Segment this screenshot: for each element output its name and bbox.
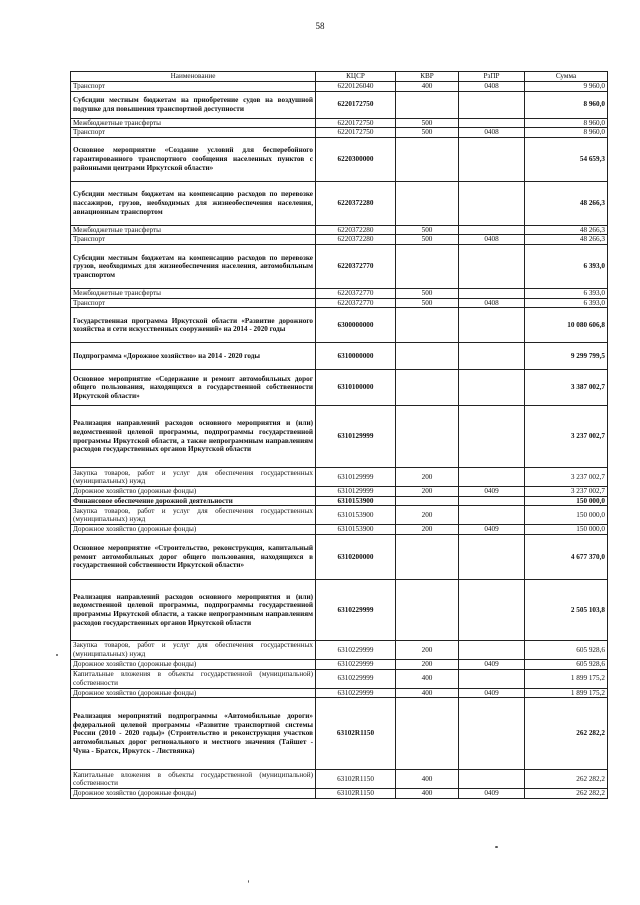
row-kcsr-cell: 6220300000 xyxy=(316,137,396,181)
row-kcsr-cell: 6220126040 xyxy=(316,82,396,92)
row-name-cell: Закупка товаров, работ и услуг для обеспечения государственных (муниципальных) нужд xyxy=(71,640,316,659)
row-kvr-cell: 200 xyxy=(396,487,459,497)
row-rzpr-cell xyxy=(459,225,525,235)
table-row xyxy=(71,118,608,128)
table-row xyxy=(71,308,608,343)
row-kcsr-cell: 6310100000 xyxy=(316,370,396,406)
row-kcsr-cell: 6310129999 xyxy=(316,468,396,487)
row-kvr-cell xyxy=(396,496,459,506)
row-kvr-cell xyxy=(396,181,459,225)
table-row xyxy=(71,225,608,235)
row-kcsr-cell: 6220372280 xyxy=(316,225,396,235)
row-rzpr-cell: 0409 xyxy=(459,789,525,799)
row-rzpr-cell xyxy=(459,468,525,487)
row-kvr-cell xyxy=(396,343,459,370)
row-name-cell: Дорожное хозяйство (дорожные фонды) xyxy=(71,688,316,698)
row-name-cell: Подпрограмма «Дорожное хозяйство» на 2014 - 2020 годы xyxy=(71,343,316,370)
table-row xyxy=(71,770,608,789)
row-kcsr-cell: 6310229999 xyxy=(316,640,396,659)
row-rzpr-cell xyxy=(459,343,525,370)
table-row xyxy=(71,82,608,92)
row-name-cell: Межбюджетные трансферты xyxy=(71,225,316,235)
row-kcsr-cell: 6310000000 xyxy=(316,343,396,370)
row-rzpr-cell xyxy=(459,118,525,128)
row-kvr-cell xyxy=(396,370,459,406)
row-name-cell: Межбюджетные трансферты xyxy=(71,288,316,298)
row-sum-cell: 9 960,0 xyxy=(525,82,608,92)
row-rzpr-cell xyxy=(459,506,525,525)
row-sum-cell: 262 282,2 xyxy=(525,698,608,770)
row-name-cell: Межбюджетные трансферты xyxy=(71,118,316,128)
row-kcsr-cell: 63102R1150 xyxy=(316,789,396,799)
row-kcsr-cell: 6310200000 xyxy=(316,534,396,579)
row-kvr-cell xyxy=(396,579,459,640)
table-row xyxy=(71,137,608,181)
table-body xyxy=(71,82,608,799)
table-row xyxy=(71,506,608,525)
row-kcsr-cell: 6220172750 xyxy=(316,128,396,138)
row-sum-cell: 6 393,0 xyxy=(525,288,608,298)
row-rzpr-cell xyxy=(459,579,525,640)
row-sum-cell: 1 899 175,2 xyxy=(525,688,608,698)
row-rzpr-cell: 0408 xyxy=(459,298,525,308)
header-kvr: КВР xyxy=(396,72,459,82)
row-name-cell: Субсидии местным бюджетам на компенсацию расходов по перевозке пассажиров, грузов, необходимых для жизнеобеспечения населения, авиационным транспортом xyxy=(71,181,316,225)
header-name: Наименование xyxy=(71,72,316,82)
row-name-cell: Государственная программа Иркутской области «Развитие дорожного хозяйства и сети искусственных сооружений» на 2014 - 2020 годы xyxy=(71,308,316,343)
scan-speck xyxy=(248,880,249,883)
row-kcsr-cell: 6220372770 xyxy=(316,244,396,288)
row-name-cell: Реализация мероприятий подпрограммы «Автомобильные дороги» федеральной целевой программы «Развитие транспортной системы России (2010 - 2020 годы)» (Строительство и реконструкция участков автомобильных дорог регионального и местного значения (Тайшет - Чуна - Братск, Иркутск - Листвянка) xyxy=(71,698,316,770)
row-kcsr-cell: 6310129999 xyxy=(316,487,396,497)
row-rzpr-cell: 0408 xyxy=(459,235,525,245)
row-sum-cell: 2 505 103,8 xyxy=(525,579,608,640)
table-row xyxy=(71,579,608,640)
row-sum-cell: 150 000,0 xyxy=(525,506,608,525)
table-row xyxy=(71,288,608,298)
row-kcsr-cell: 6220372280 xyxy=(316,235,396,245)
table-row xyxy=(71,128,608,138)
row-kvr-cell xyxy=(396,698,459,770)
table-row xyxy=(71,181,608,225)
row-sum-cell: 8 960,0 xyxy=(525,118,608,128)
row-rzpr-cell xyxy=(459,406,525,468)
row-rzpr-cell xyxy=(459,308,525,343)
row-kcsr-cell: 6220372770 xyxy=(316,298,396,308)
row-kcsr-cell: 6220372280 xyxy=(316,181,396,225)
row-kcsr-cell: 6220172750 xyxy=(316,91,396,118)
row-name-cell: Транспорт xyxy=(71,82,316,92)
row-kcsr-cell: 6220172750 xyxy=(316,118,396,128)
row-rzpr-cell xyxy=(459,496,525,506)
table-row xyxy=(71,468,608,487)
row-sum-cell: 10 080 606,8 xyxy=(525,308,608,343)
row-sum-cell: 48 266,3 xyxy=(525,225,608,235)
row-kvr-cell xyxy=(396,406,459,468)
row-kcsr-cell: 6220372770 xyxy=(316,288,396,298)
header-rzpr: РзПР xyxy=(459,72,525,82)
row-rzpr-cell: 0409 xyxy=(459,659,525,669)
row-name-cell: Дорожное хозяйство (дорожные фонды) xyxy=(71,659,316,669)
row-kcsr-cell: 6310229999 xyxy=(316,688,396,698)
row-sum-cell: 1 899 175,2 xyxy=(525,669,608,688)
row-name-cell: Реализация направлений расходов основного мероприятия и (или) ведомственной целевой программы, подпрограммы государственной программы Иркутской области, а также непрограммным направлениям расходов государственных органов Иркутской области xyxy=(71,579,316,640)
row-sum-cell: 262 282,2 xyxy=(525,789,608,799)
row-sum-cell: 48 266,3 xyxy=(525,235,608,245)
row-sum-cell: 6 393,0 xyxy=(525,298,608,308)
row-sum-cell: 6 393,0 xyxy=(525,244,608,288)
row-kvr-cell: 400 xyxy=(396,688,459,698)
page-number: 58 xyxy=(315,21,325,31)
table-row xyxy=(71,698,608,770)
row-sum-cell: 3 237 002,7 xyxy=(525,406,608,468)
row-name-cell: Дорожное хозяйство (дорожные фонды) xyxy=(71,487,316,497)
row-sum-cell: 48 266,3 xyxy=(525,181,608,225)
table-row xyxy=(71,487,608,497)
table-row xyxy=(71,298,608,308)
row-kvr-cell: 400 xyxy=(396,82,459,92)
row-kvr-cell: 200 xyxy=(396,506,459,525)
row-sum-cell: 3 237 002,7 xyxy=(525,468,608,487)
row-name-cell: Транспорт xyxy=(71,235,316,245)
row-kcsr-cell: 6310153900 xyxy=(316,496,396,506)
row-kvr-cell: 200 xyxy=(396,640,459,659)
row-rzpr-cell xyxy=(459,640,525,659)
row-kcsr-cell: 6310229999 xyxy=(316,669,396,688)
row-kvr-cell xyxy=(396,244,459,288)
row-name-cell: Финансовое обеспечение дорожной деятельности xyxy=(71,496,316,506)
row-kvr-cell: 200 xyxy=(396,659,459,669)
row-name-cell: Реализация направлений расходов основного мероприятия и (или) ведомственной целевой программы, подпрограммы государственной программы Иркутской области, а также непрограммным направлениям расходов государственных органов Иркутской области xyxy=(71,406,316,468)
row-sum-cell: 54 659,3 xyxy=(525,137,608,181)
scan-speck xyxy=(495,846,498,848)
row-kcsr-cell: 6310153900 xyxy=(316,525,396,535)
row-rzpr-cell xyxy=(459,288,525,298)
row-kvr-cell: 400 xyxy=(396,770,459,789)
row-kcsr-cell: 6310153900 xyxy=(316,506,396,525)
row-rzpr-cell xyxy=(459,244,525,288)
row-rzpr-cell xyxy=(459,91,525,118)
row-name-cell: Субсидии местным бюджетам на приобретение судов на воздушной подушке для повышения транспортной доступности xyxy=(71,91,316,118)
row-name-cell: Закупка товаров, работ и услуг для обеспечения государственных (муниципальных) нужд xyxy=(71,468,316,487)
table-row xyxy=(71,235,608,245)
row-kvr-cell: 400 xyxy=(396,789,459,799)
row-rzpr-cell: 0408 xyxy=(459,128,525,138)
row-name-cell: Основное мероприятие «Создание условий для бесперебойного гарантированного транспортного сообщения населенных пунктов с районными центрами Иркутской области» xyxy=(71,137,316,181)
row-kvr-cell xyxy=(396,91,459,118)
row-kvr-cell: 500 xyxy=(396,298,459,308)
row-kvr-cell xyxy=(396,308,459,343)
row-kvr-cell: 200 xyxy=(396,525,459,535)
row-kcsr-cell: 6310129999 xyxy=(316,406,396,468)
table-row xyxy=(71,343,608,370)
row-sum-cell: 150 000,0 xyxy=(525,525,608,535)
row-kvr-cell xyxy=(396,137,459,181)
row-name-cell: Дорожное хозяйство (дорожные фонды) xyxy=(71,525,316,535)
row-name-cell: Основное мероприятие «Содержание и ремонт автомобильных дорог общего пользования, находящихся в государственной собственности Иркутской области» xyxy=(71,370,316,406)
row-name-cell: Субсидии местным бюджетам на компенсацию расходов по перевозке грузов, необходимых для жизнеобеспечения населения, автомобильным транспортом xyxy=(71,244,316,288)
table-row xyxy=(71,91,608,118)
row-rzpr-cell xyxy=(459,698,525,770)
table-row xyxy=(71,688,608,698)
row-sum-cell: 4 677 370,0 xyxy=(525,534,608,579)
row-name-cell: Транспорт xyxy=(71,298,316,308)
header-sum: Сумма xyxy=(525,72,608,82)
row-rzpr-cell: 0408 xyxy=(459,82,525,92)
table-row xyxy=(71,406,608,468)
row-rzpr-cell: 0409 xyxy=(459,688,525,698)
row-sum-cell: 9 299 799,5 xyxy=(525,343,608,370)
table-row xyxy=(71,496,608,506)
table-row xyxy=(71,789,608,799)
row-name-cell: Капитальные вложения в объекты государственной (муниципальной) собственности xyxy=(71,770,316,789)
row-kvr-cell: 500 xyxy=(396,225,459,235)
row-kvr-cell: 500 xyxy=(396,118,459,128)
row-sum-cell: 8 960,0 xyxy=(525,128,608,138)
table-row xyxy=(71,534,608,579)
scan-speck xyxy=(56,654,58,656)
table-row xyxy=(71,244,608,288)
table-header-row xyxy=(71,72,608,82)
row-rzpr-cell xyxy=(459,534,525,579)
row-kvr-cell xyxy=(396,534,459,579)
row-sum-cell: 262 282,2 xyxy=(525,770,608,789)
table-row xyxy=(71,669,608,688)
row-sum-cell: 605 928,6 xyxy=(525,640,608,659)
row-kcsr-cell: 6310229999 xyxy=(316,579,396,640)
row-sum-cell: 605 928,6 xyxy=(525,659,608,669)
budget-table xyxy=(70,71,608,799)
row-rzpr-cell xyxy=(459,137,525,181)
row-kcsr-cell: 63102R1150 xyxy=(316,698,396,770)
header-kcsr: КЦСР xyxy=(316,72,396,82)
row-rzpr-cell xyxy=(459,669,525,688)
row-kvr-cell: 500 xyxy=(396,128,459,138)
row-kvr-cell: 200 xyxy=(396,468,459,487)
row-name-cell: Транспорт xyxy=(71,128,316,138)
row-sum-cell: 3 237 002,7 xyxy=(525,487,608,497)
row-sum-cell: 3 387 002,7 xyxy=(525,370,608,406)
row-sum-cell: 150 000,0 xyxy=(525,496,608,506)
row-sum-cell: 8 960,0 xyxy=(525,91,608,118)
row-name-cell: Капитальные вложения в объекты государственной (муниципальной) собственности xyxy=(71,669,316,688)
row-kvr-cell: 500 xyxy=(396,288,459,298)
row-name-cell: Закупка товаров, работ и услуг для обеспечения государственных (муниципальных) нужд xyxy=(71,506,316,525)
table-row xyxy=(71,640,608,659)
table-row xyxy=(71,659,608,669)
row-name-cell: Дорожное хозяйство (дорожные фонды) xyxy=(71,789,316,799)
row-rzpr-cell: 0409 xyxy=(459,487,525,497)
row-kcsr-cell: 6300000000 xyxy=(316,308,396,343)
row-name-cell: Основное мероприятие «Строительство, реконструкция, капитальный ремонт автомобильных дорог общего пользования, находящихся в государственной собственности Иркутской области» xyxy=(71,534,316,579)
row-rzpr-cell: 0409 xyxy=(459,525,525,535)
row-rzpr-cell xyxy=(459,770,525,789)
row-rzpr-cell xyxy=(459,181,525,225)
row-kvr-cell: 500 xyxy=(396,235,459,245)
row-kcsr-cell: 63102R1150 xyxy=(316,770,396,789)
row-kvr-cell: 400 xyxy=(396,669,459,688)
table-row xyxy=(71,525,608,535)
table-row xyxy=(71,370,608,406)
row-rzpr-cell xyxy=(459,370,525,406)
row-kcsr-cell: 6310229999 xyxy=(316,659,396,669)
